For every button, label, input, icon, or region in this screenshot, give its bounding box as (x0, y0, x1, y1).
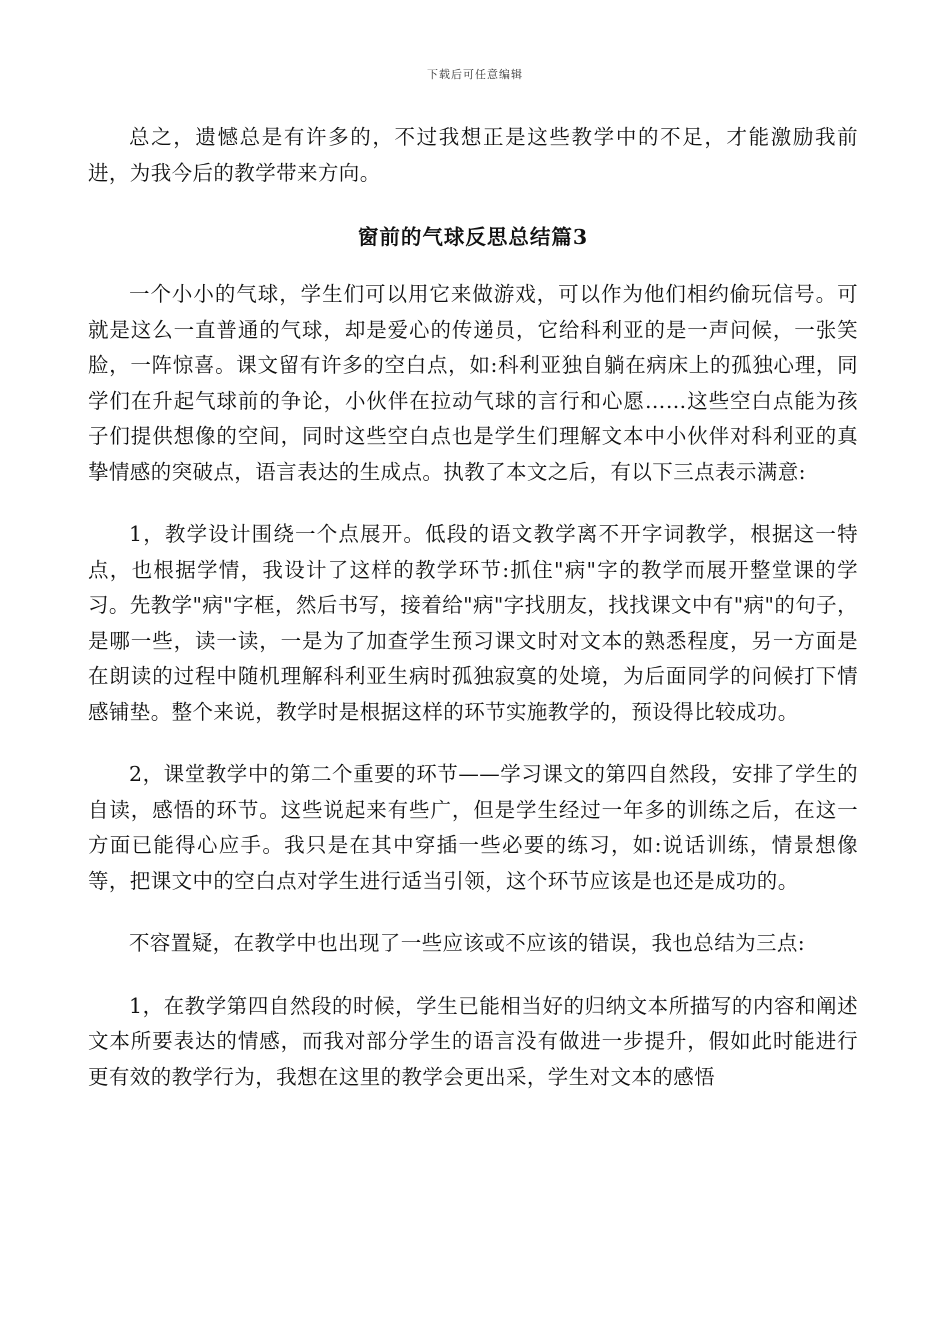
paragraph-2: 1，教学设计围绕一个点展开。低段的语文教学离不开字词教学，根据这一特点，也根据学情，我设计了这样的教学环节:抓住"病"字的教学而展开整堂课的学习。先教学"病"字框，然后书写，接着给"病"字找朋友，找找课文中有"病"的句子，是哪一些，读一读，一是为了加查学生预习课文时对文本的熟悉程度，另一方面是在朗读的过程中随机理解科利亚生病时孤独寂寞的处境，为后面同学的问候打下情感铺垫。整个来说，教学时是根据这样的环节实施教学的，预设得比较成功。 (88, 522, 858, 724)
paragraph-5: 1，在教学第四自然段的时候，学生已能相当好的归纳文本所描写的内容和阐述文本所要表达的情感，而我对部分学生的语言没有做进一步提升，假如此时能进行更有效的教学行为，我想在这里的教学会更出采，学生对文本的感悟 (88, 993, 858, 1089)
intro-paragraph: 总之，遗憾总是有许多的，不过我想正是这些教学中的不足，才能激励我前进，为我今后的教学带来方向。 (88, 125, 858, 185)
section-title: 窗前的气球反思总结篇3 (357, 225, 589, 249)
page-header: 下载后可任意编辑 (427, 68, 523, 81)
document-body (88, 120, 858, 1095)
paragraph-4: 不容置疑，在教学中也出现了一些应该或不应该的错误，我也总结为三点: (129, 931, 806, 955)
paragraph-3: 2，课堂教学中的第二个重要的环节——学习课文的第四自然段，安排了学生的自读，感悟的环节。这些说起来有些广，但是学生经过一年多的训练之后，在这一方面已能得心应手。我只是在其中穿插一些必要的练习，如:说话训练，情景想像等，把课文中的空白点对学生进行适当引领，这个环节应该是也还是成功的。 (88, 762, 858, 893)
paragraph-1: 一个小小的气球，学生们可以用它来做游戏，可以作为他们相约偷玩信号。可就是这么一直普通的气球，却是爱心的传递员，它给科利亚的是一声问候，一张笑脸，一阵惊喜。课文留有许多的空白点，如:科利亚独自躺在病床上的孤独心理，同学们在升起气球前的争论，小伙伴在拉动气球的言行和心愿……这些空白点能为孩子们提供想像的空间，同时这些空白点也是学生们理解文本中小伙伴对科利亚的真挚情感的突破点，语言表达的生成点。执教了本文之后，有以下三点表示满意: (88, 282, 858, 484)
